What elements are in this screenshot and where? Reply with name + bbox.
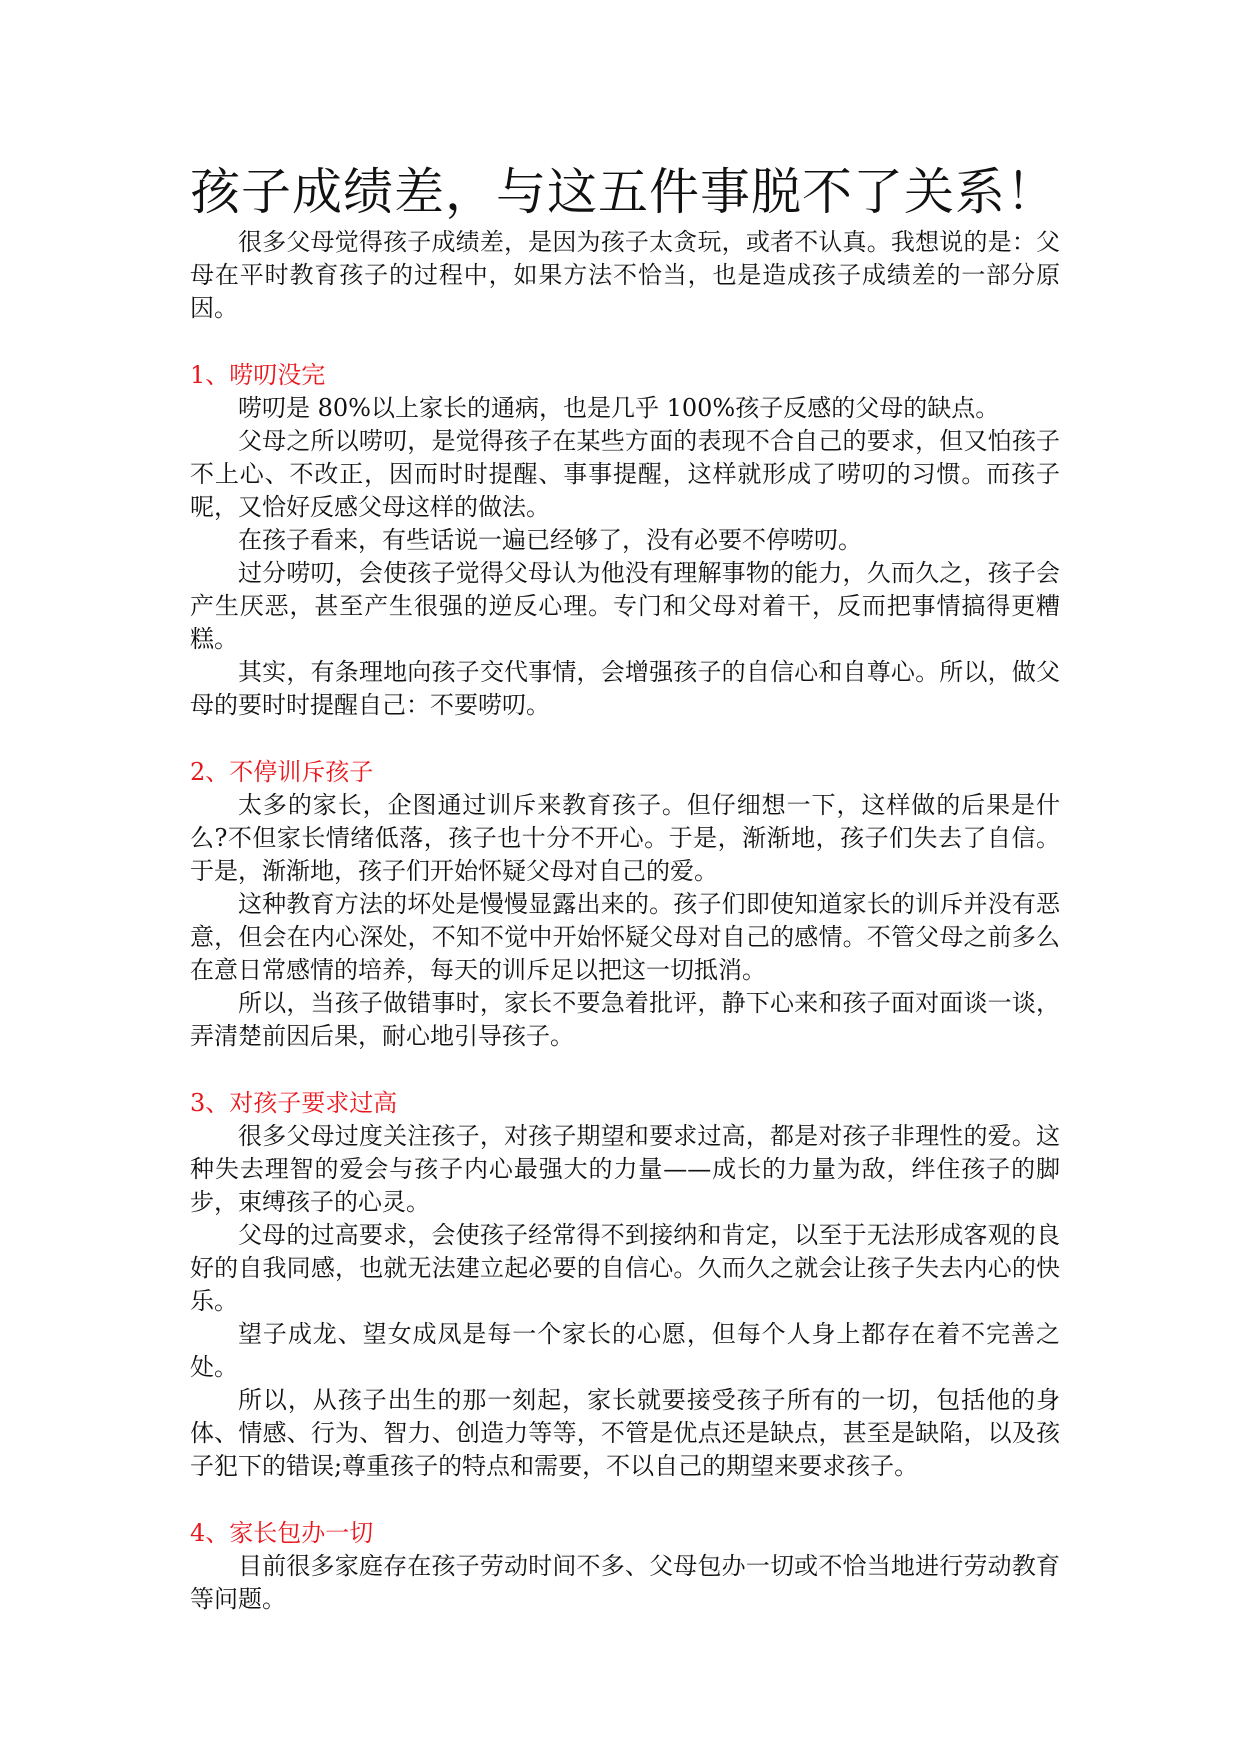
section-heading: 2、不停训斥孩子 bbox=[190, 758, 374, 786]
document-page bbox=[190, 160, 1060, 1616]
section-2 bbox=[190, 756, 1060, 1053]
body-paragraph: 其实，有条理地向孩子交代事情，会增强孩子的自信心和自尊心。所以，做父母的要时时提醒自己：不要唠叨。 bbox=[190, 658, 1060, 719]
body-paragraph: 目前很多家庭存在孩子劳动时间不多、父母包办一切或不恰当地进行劳动教育等问题。 bbox=[190, 1552, 1060, 1613]
body-paragraph: 唠叨是 80%以上家长的通病，也是几乎 100%孩子反感的父母的缺点。 bbox=[238, 394, 1000, 422]
body-paragraph: 所以，当孩子做错事时，家长不要急着批评，静下心来和孩子面对面谈一谈，弄清楚前因后果，耐心地引导孩子。 bbox=[190, 989, 1060, 1050]
section-heading: 4、家长包办一切 bbox=[190, 1519, 374, 1547]
body-paragraph: 过分唠叨，会使孩子觉得父母认为他没有理解事物的能力，久而久之，孩子会产生厌恶，甚至产生很强的逆反心理。专门和父母对着干，反而把事情搞得更糟糕。 bbox=[190, 559, 1060, 653]
section-4 bbox=[190, 1517, 1060, 1616]
body-paragraph: 太多的家长，企图通过训斥来教育孩子。但仔细想一下，这样做的后果是什么?不但家长情绪低落，孩子也十分不开心。于是，渐渐地，孩子们失去了自信。于是，渐渐地，孩子们开始怀疑父母对自己的爱。 bbox=[190, 791, 1060, 885]
body-paragraph: 所以，从孩子出生的那一刻起，家长就要接受孩子所有的一切，包括他的身体、情感、行为、智力、创造力等等，不管是优点还是缺点，甚至是缺陷，以及孩子犯下的错误;尊重孩子的特点和需要，不以自己的期望来要求孩子。 bbox=[190, 1386, 1060, 1480]
body-paragraph: 在孩子看来，有些话说一遍已经够了，没有必要不停唠叨。 bbox=[238, 526, 862, 554]
section-heading: 1、唠叨没完 bbox=[190, 361, 326, 389]
document-title: 孩子成绩差，与这五件事脱不了关系！ bbox=[190, 163, 1057, 221]
section-3 bbox=[190, 1087, 1060, 1483]
section-heading: 3、对孩子要求过高 bbox=[190, 1089, 398, 1117]
body-paragraph: 父母之所以唠叨，是觉得孩子在某些方面的表现不合自己的要求，但又怕孩子不上心、不改正，因而时时提醒、事事提醒，这样就形成了唠叨的习惯。而孩子呢，又恰好反感父母这样的做法。 bbox=[190, 427, 1060, 521]
body-paragraph: 望子成龙、望女成凤是每一个家长的心愿，但每个人身上都存在着不完善之处。 bbox=[190, 1320, 1060, 1381]
intro-paragraph: 很多父母觉得孩子成绩差，是因为孩子太贪玩，或者不认真。我想说的是：父母在平时教育孩子的过程中，如果方法不恰当，也是造成孩子成绩差的一部分原因。 bbox=[190, 228, 1060, 322]
body-paragraph: 很多父母过度关注孩子，对孩子期望和要求过高，都是对孩子非理性的爱。这种失去理智的爱会与孩子内心最强大的力量——成长的力量为敌，绊住孩子的脚步，束缚孩子的心灵。 bbox=[190, 1122, 1060, 1216]
body-paragraph: 这种教育方法的坏处是慢慢显露出来的。孩子们即使知道家长的训斥并没有恶意，但会在内心深处，不知不觉中开始怀疑父母对自己的感情。不管父母之前多么在意日常感情的培养，每天的训斥足以把这一切抵消。 bbox=[190, 890, 1060, 984]
section-1 bbox=[190, 359, 1060, 722]
body-paragraph: 父母的过高要求，会使孩子经常得不到接纳和肯定，以至于无法形成客观的良好的自我同感，也就无法建立起必要的自信心。久而久之就会让孩子失去内心的快乐。 bbox=[190, 1221, 1060, 1315]
